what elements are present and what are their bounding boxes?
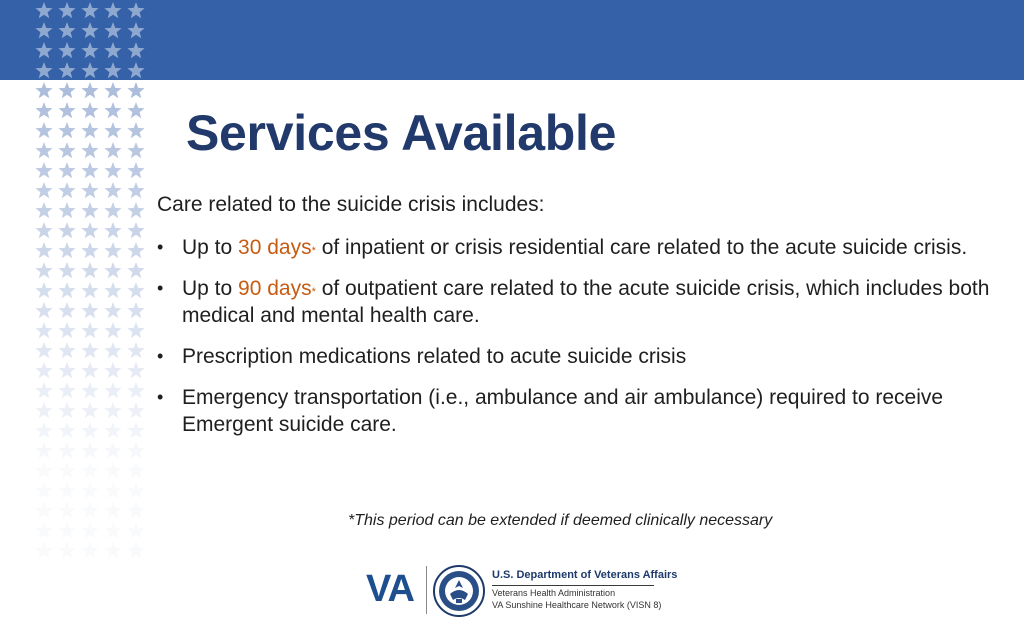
services-list <box>157 234 1007 452</box>
star-icon <box>104 142 121 158</box>
network-name: VA Sunshine Healthcare Network (VISN 8) <box>492 600 662 610</box>
va-logo <box>366 562 678 618</box>
intro-text: Care related to the suicide crisis includes: <box>157 193 545 216</box>
star-icon <box>35 482 52 498</box>
star-icon <box>35 462 52 478</box>
star-icon <box>127 122 144 138</box>
star-icon <box>81 222 98 238</box>
star-icon <box>58 242 75 258</box>
star-icon <box>104 202 121 218</box>
star-icon <box>35 122 52 138</box>
star-icon <box>104 402 121 418</box>
star-icon <box>81 322 98 338</box>
department-name: U.S. Department of Veterans Affairs <box>492 569 678 581</box>
star-icon <box>35 442 52 458</box>
star-icon <box>35 42 52 58</box>
asterisk-mark: * <box>311 245 316 257</box>
star-icon <box>104 482 121 498</box>
star-icon <box>104 122 121 138</box>
star-icon <box>81 142 98 158</box>
star-icon <box>104 362 121 378</box>
star-icon <box>127 302 144 318</box>
star-icon <box>58 62 75 78</box>
star-icon <box>58 322 75 338</box>
star-icon <box>104 342 121 358</box>
star-icon <box>81 502 98 518</box>
star-icon <box>35 62 52 78</box>
star-icon <box>127 262 144 278</box>
star-icon <box>127 362 144 378</box>
star-icon <box>35 182 52 198</box>
logo-divider <box>426 566 427 614</box>
star-icon <box>127 62 144 78</box>
star-icon <box>81 422 98 438</box>
star-icon <box>104 302 121 318</box>
list-item-prescriptions <box>157 343 1007 370</box>
star-icon <box>127 342 144 358</box>
star-icon <box>58 302 75 318</box>
star-icon <box>81 2 98 18</box>
stars-decoration <box>34 0 154 560</box>
star-icon <box>127 182 144 198</box>
star-icon <box>104 522 121 538</box>
star-icon <box>127 242 144 258</box>
star-icon <box>104 182 121 198</box>
star-icon <box>104 262 121 278</box>
star-icon <box>81 482 98 498</box>
star-icon <box>104 322 121 338</box>
asterisk-mark: * <box>311 286 316 298</box>
star-icon <box>127 322 144 338</box>
highlight-30-days: 30 days <box>238 236 312 259</box>
star-icon <box>127 522 144 538</box>
star-icon <box>35 262 52 278</box>
star-icon <box>81 22 98 38</box>
star-icon <box>81 382 98 398</box>
star-icon <box>58 522 75 538</box>
bullet-text-pre: Up to <box>182 277 239 300</box>
star-icon <box>127 42 144 58</box>
star-icon <box>35 82 52 98</box>
star-icon <box>127 82 144 98</box>
list-item-inpatient <box>157 234 1007 261</box>
star-icon <box>127 162 144 178</box>
star-icon <box>127 222 144 238</box>
star-icon <box>58 182 75 198</box>
star-icon <box>58 142 75 158</box>
star-icon <box>104 382 121 398</box>
star-icon <box>104 22 121 38</box>
star-icon <box>58 362 75 378</box>
footnote: *This period can be extended if deemed clinically necessary <box>348 512 773 529</box>
star-icon <box>58 262 75 278</box>
bullet-text-post: of inpatient or crisis residential care related to the acute suicide crisis. <box>315 236 968 259</box>
star-icon <box>81 162 98 178</box>
star-icon <box>35 342 52 358</box>
star-icon <box>35 162 52 178</box>
star-icon <box>81 342 98 358</box>
star-icon <box>35 422 52 438</box>
star-icon <box>81 282 98 298</box>
star-icon <box>127 462 144 478</box>
star-icon <box>35 2 52 18</box>
star-icon <box>81 122 98 138</box>
star-icon <box>81 262 98 278</box>
star-icon <box>104 462 121 478</box>
star-icon <box>58 42 75 58</box>
star-icon <box>127 402 144 418</box>
star-icon <box>127 382 144 398</box>
star-icon <box>58 382 75 398</box>
bullet-text: Prescription medications related to acute suicide crisis <box>182 345 687 368</box>
bullet-dot: • <box>157 278 164 298</box>
star-icon <box>35 282 52 298</box>
star-icon <box>81 362 98 378</box>
star-icon <box>81 82 98 98</box>
star-icon <box>35 402 52 418</box>
star-icon <box>58 2 75 18</box>
star-icon <box>81 202 98 218</box>
star-icon <box>127 142 144 158</box>
star-icon <box>104 442 121 458</box>
star-icon <box>35 302 52 318</box>
star-icon <box>127 542 144 558</box>
star-icon <box>104 222 121 238</box>
star-icon <box>127 422 144 438</box>
star-icon <box>58 422 75 438</box>
star-icon <box>104 2 121 18</box>
star-icon <box>104 42 121 58</box>
logo-rule <box>492 585 654 586</box>
star-icon <box>35 502 52 518</box>
star-icon <box>58 122 75 138</box>
star-icon <box>35 522 52 538</box>
va-abbreviation: VA <box>366 568 414 610</box>
star-icon <box>81 462 98 478</box>
star-icon <box>104 242 121 258</box>
star-icon <box>35 242 52 258</box>
star-icon <box>35 202 52 218</box>
star-icon <box>81 242 98 258</box>
star-icon <box>81 522 98 538</box>
star-icon <box>58 22 75 38</box>
star-icon <box>127 282 144 298</box>
star-icon <box>81 542 98 558</box>
star-icon <box>58 222 75 238</box>
star-icon <box>35 22 52 38</box>
star-icon <box>127 2 144 18</box>
star-icon <box>35 362 52 378</box>
star-icon <box>127 102 144 118</box>
star-icon <box>81 182 98 198</box>
star-icon <box>127 202 144 218</box>
star-icon <box>35 102 52 118</box>
star-icon <box>81 42 98 58</box>
star-icon <box>81 62 98 78</box>
bullet-text-pre: Up to <box>182 236 239 259</box>
star-icon <box>35 322 52 338</box>
list-item-outpatient <box>157 275 1007 329</box>
star-icon <box>81 102 98 118</box>
va-seal-icon <box>432 564 486 618</box>
star-icon <box>104 282 121 298</box>
list-item-transportation <box>157 384 1007 438</box>
star-icon <box>58 202 75 218</box>
star-icon <box>127 482 144 498</box>
bullet-dot: • <box>157 237 164 257</box>
star-icon <box>104 162 121 178</box>
star-icon <box>58 342 75 358</box>
star-icon <box>81 302 98 318</box>
slide-title: Services Available <box>186 105 617 161</box>
star-icon <box>58 502 75 518</box>
star-icon <box>81 442 98 458</box>
bullet-dot: • <box>157 346 164 366</box>
star-icon <box>127 502 144 518</box>
stars-pattern <box>34 0 154 560</box>
star-icon <box>35 382 52 398</box>
star-icon <box>104 542 121 558</box>
star-icon <box>58 482 75 498</box>
bullet-text-post: of outpatient care related to the acute suicide crisis, which includes both medical and mental health care. <box>182 277 990 327</box>
star-icon <box>104 422 121 438</box>
star-icon <box>104 102 121 118</box>
star-icon <box>127 442 144 458</box>
star-icon <box>35 542 52 558</box>
star-icon <box>58 82 75 98</box>
administration-name: Veterans Health Administration <box>492 588 616 598</box>
star-icon <box>104 502 121 518</box>
bullet-dot: • <box>157 387 164 407</box>
star-icon <box>58 402 75 418</box>
star-icon <box>104 82 121 98</box>
star-icon <box>58 162 75 178</box>
bullet-text: Emergency transportation (i.e., ambulance and air ambulance) required to receive Emergent suicide care. <box>182 386 944 436</box>
star-icon <box>35 222 52 238</box>
star-icon <box>58 462 75 478</box>
star-icon <box>104 62 121 78</box>
highlight-90-days: 90 days <box>238 277 312 300</box>
star-icon <box>58 282 75 298</box>
star-icon <box>58 542 75 558</box>
star-icon <box>58 102 75 118</box>
star-icon <box>35 142 52 158</box>
star-icon <box>81 402 98 418</box>
star-icon <box>58 442 75 458</box>
star-icon <box>127 22 144 38</box>
